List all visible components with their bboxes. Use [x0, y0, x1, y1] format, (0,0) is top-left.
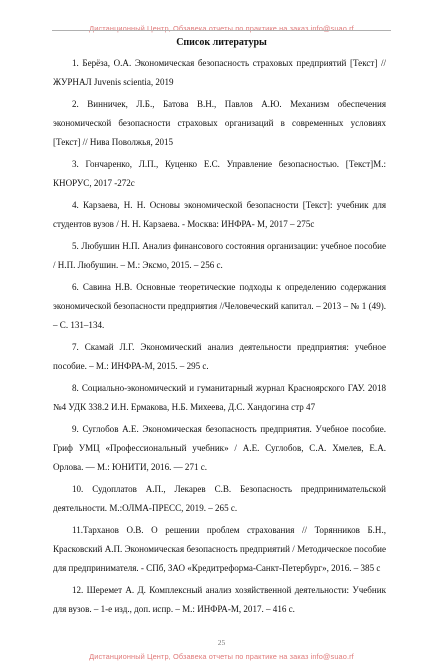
reference-item: 8. Социально-экономический и гуманитарный журнал Красноярского ГАУ. 2018 №4 УДК 338.2 И.Н. Ермакова, Н.Б. Михеева, Д.С. Хандогина стр 47 — [53, 383, 386, 412]
reference-item: 12. Шеремет А. Д. Комплексный анализ хозяйственной деятельности: Учебник для вузов. – 1-е изд., доп. испр. – М.: ИНФРА-М, 2017. – 416 с. — [53, 585, 386, 614]
reference-item: 4. Карзаева, Н. Н. Основы экономической безопасности [Текст]: учебник для студентов вузов / Н. Н. Карзаева. - Москва: ИНФРА- М, 2017 – 275с — [53, 200, 386, 229]
reference-item: 5. Любушин Н.П. Анализ финансового состояния организации: учебное пособие / Н.П. Любушин. – М.: Эксмо, 2015. – 256 с. — [53, 241, 386, 270]
reference-list — [53, 54, 386, 622]
reference-item: 3. Гончаренко, Л.П., Куценко Е.С. Управление безопасностью. [Текст]М.: КНОРУС, 2017 -272с — [53, 159, 386, 188]
reference-item: 6. Савина Н.В. Основные теоретические подходы к определению содержания экономической безопасности предприятия //Человеческий капитал. – 2013 – № 1 (49). – С. 131–134. — [53, 282, 386, 330]
reference-item: 2. Винничек, Л.Б., Батова В.Н., Павлов А.Ю. Механизм обеспечения экономической безопасности страховых организаций в современных условиях [Текст] // Нива Поволжья, 2015 — [53, 99, 386, 147]
reference-item: 9. Суглобов А.Е. Экономическая безопасность предприятия. Учебное пособие. Гриф УМЦ «Профессиональный учебник» / А.Е. Суглобов, С.А. Хмелев, Е.А. Орлова. — М.: ЮНИТИ, 2016. — 271 с. — [53, 424, 386, 472]
page-number: 25 — [217, 638, 226, 647]
page-title: Список литературы — [176, 37, 267, 48]
reference-item: 7. Скамай Л.Г. Экономический анализ деятельности предприятия: учебное пособие. – М.: ИНФРА-М, 2015. – 295 с. — [53, 342, 386, 371]
watermark-bottom: Дистанционный Центр, Обзавека отчеты по практике на заказ info@suao.rf — [89, 652, 354, 661]
reference-item: 10. Судоплатов А.П., Лекарев С.В. Безопасность предпринимательской деятельности. М.:ОЛМА-ПРЕСС, 2019. – 265 с. — [53, 484, 386, 513]
reference-item: 1. Берёза, О.А. Экономическая безопасность страховых предприятий [Текст] // ЖУРНАЛ Juvenis scientia, 2019 — [53, 58, 386, 87]
reference-item: 11.Тарханов О.В. О решении проблем страхования // Торянников Б.Н., Красковский А.П. Экономическая безопасность предприятий / Методическое пособие для предпринимателя. - СПб, ЗАО «Кредитреформа-Санкт-Петербург», 2016. – 385 с — [53, 525, 386, 573]
watermark-top: Дистанционный Центр, Обзавека отчеты по практике на заказ info@suao.rf — [0, 24, 443, 33]
